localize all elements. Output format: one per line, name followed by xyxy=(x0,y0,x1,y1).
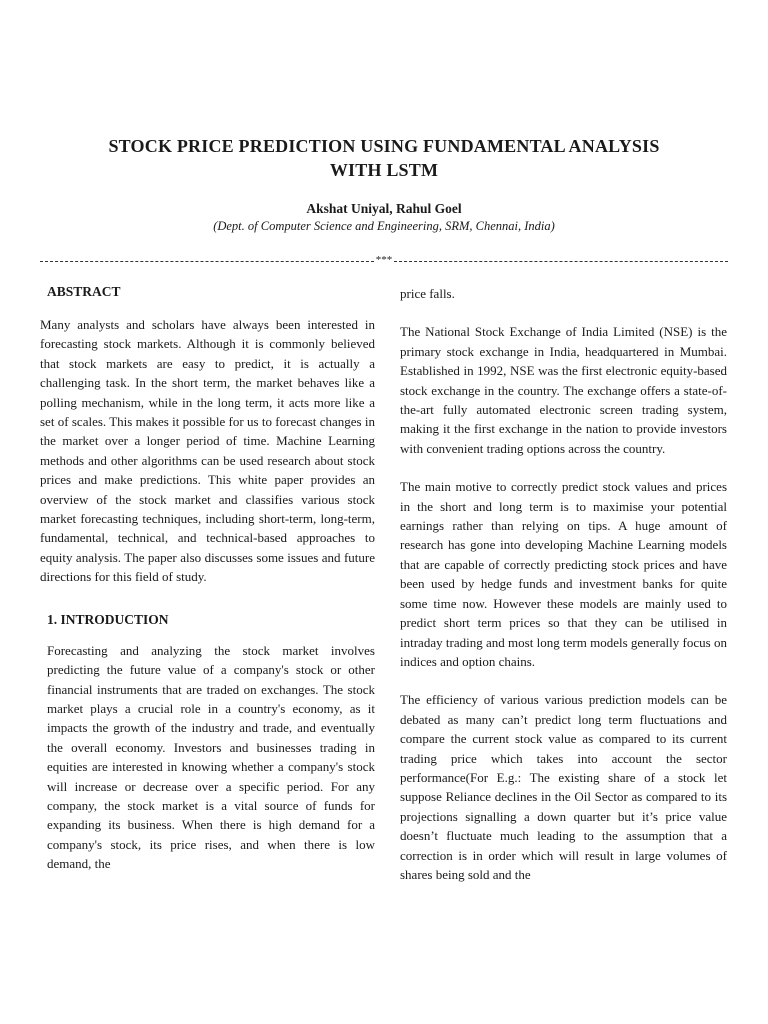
left-column xyxy=(40,282,375,874)
abstract-heading: ABSTRACT xyxy=(47,284,121,299)
divider-mark: *** xyxy=(375,254,393,266)
introduction-heading: 1. INTRODUCTION xyxy=(47,611,169,627)
divider-dash-left xyxy=(40,261,374,262)
paper-title xyxy=(40,134,728,182)
divider-dash-right xyxy=(394,261,728,262)
paragraph-nse: The National Stock Exchange of India Limited (NSE) is the primary stock exchange in India, headquartered in Mumbai. Established in 1992, NSE was the first electronic equity-based stock exchange in the country. The exchange offers a state-of-the-art fully automated electronic screen trading system, making it the first exchange in the nation to provide investors with convenient trading options across the country. xyxy=(400,324,727,456)
right-column xyxy=(400,284,727,903)
paper-title-line-1: STOCK PRICE PREDICTION USING FUNDAMENTAL ANALYSIS xyxy=(108,136,660,156)
abstract-text: Many analysts and scholars have always been interested in forecasting stock markets. Although it is commonly believed that stock markets are easy to predict, it is actually a challenging task. In the short term, the market behaves like a polling mechanism, while in the long term, it acts more like a set of scales. This makes it possible for us to forecast changes in the market over a longer period of time. Machine Learning methods and other algorithms can be used research about stock prices and make predictions. This white paper provides an overview of the stock market and classifies various stock market forecasting techniques, including short-term, long-term, fundamental, technical, and technical-based approaches to equity analysis. The paper also discusses some issues and future directions for this field of study. xyxy=(40,317,375,585)
paper-authors: Akshat Uniyal, Rahul Goel xyxy=(306,201,462,216)
paper-affiliation: (Dept. of Computer Science and Engineering, SRM, Chennai, India) xyxy=(213,219,555,233)
introduction-text: Forecasting and analyzing the stock market involves predicting the future value of a company's stock or other financial instruments that are traded on exchanges. The stock market plays a crucial role in a country's economy, as it impacts the growth of the industry and trade, and eventually the overall economy. Investors and businesses trading in equities are interested in knowing whether a company's stock will increase or decrease over a specific period. For any company, the stock market is a vital source of funds for expanding its business. When there is high demand for a company's stock, its price rises, and when there is low demand, the xyxy=(47,642,375,872)
section-divider xyxy=(40,252,728,268)
paper-title-line-2: WITH LSTM xyxy=(329,160,439,180)
continuation-text: price falls. xyxy=(400,286,455,301)
paragraph-efficiency: The efficiency of various various prediction models can be debated as many can’t predict long term fluctuations and compare the current stock value as compared to its current trading price which takes into account the sector performance(For E.g.: The existing share of a stock let suppose Reliance declines in the Oil Sector as compared to its projections signalling a down quarter but it’s price value doesn’t fluctuate much leading to the assumption that a correction is in order which will result in large volumes of shares being sold and the xyxy=(400,692,727,882)
paragraph-motive: The main motive to correctly predict stock values and prices in the short and long term is to maximise your potential earnings rather than relying on tips. A huge amount of research has gone into developing Machine Learning models that are capable of correctly predicting stock prices and have been used by hedge funds and investment banks for quite some time now. However these models are mainly used to predict short term prices so that they can be utilised in intraday trading and most long term models generally focus on indices and option chains. xyxy=(400,479,727,669)
